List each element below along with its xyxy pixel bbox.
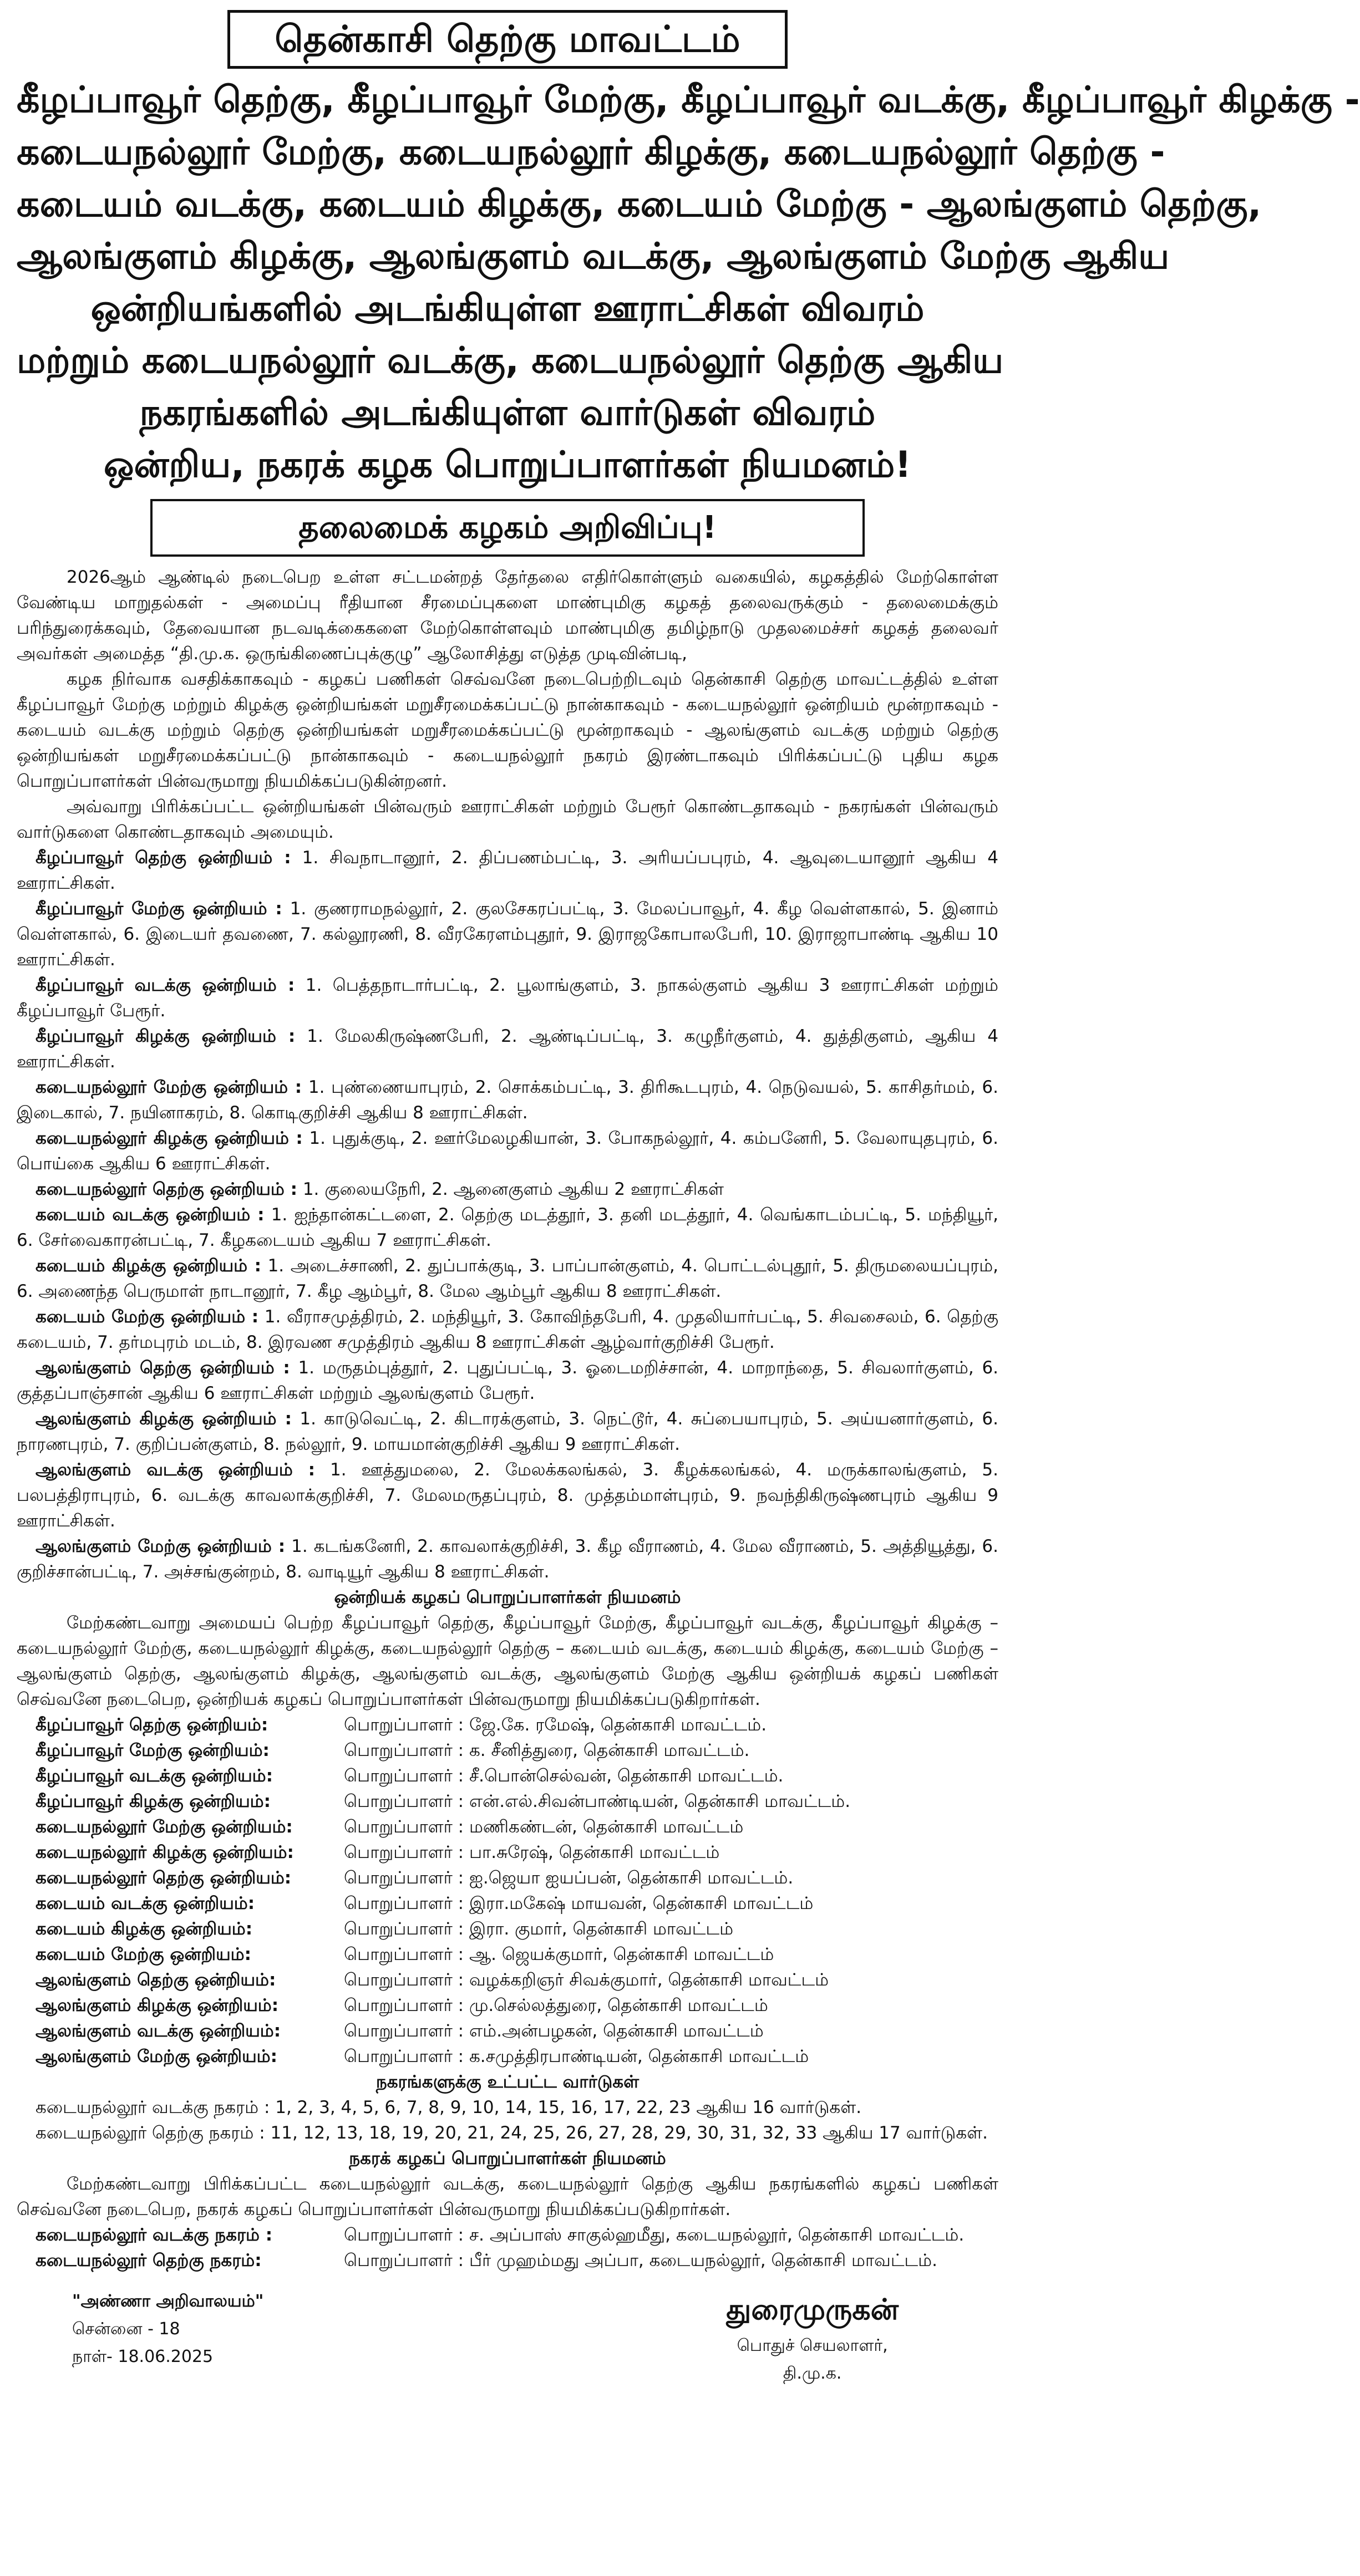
paragraph: அவ்வாறு பிரிக்கப்பட்ட ஒன்றியங்கள் பின்வரும் ஊராட்சிகள் மற்றும் பேரூர் கொண்டதாகவும் - நகரங்கள் பின்வரும் வார்டுகளை கொண்டதாகவும் அமையும். <box>17 797 998 842</box>
appointment-row <box>17 1942 998 1967</box>
appointment-union: ஆலங்குளம் தெற்கு ஒன்றியம்: <box>35 1970 276 1990</box>
union-entry <box>17 896 998 973</box>
union-villages: 1. கடங்கனேரி, 2. காவலாக்குறிச்சி, 3. கீழ வீராணம், 4. மேல வீராணம், 5. அத்தியூத்து, 6. குறிச்சான்பட்டி, 7. அச்சங்குன்றம், 8. வாடியூர் ஆகிய 8 ஊராட்சிகள். <box>17 1536 998 1582</box>
appointment-detail: பொறுப்பாளர் : ஜே.கே. ரமேஷ், தென்காசி மாவட்டம். <box>344 1715 767 1735</box>
union-villages: 1. காடுவெட்டி, 2. கிடாரக்குளம், 3. நெட்டூர், 4. சுப்பையாபுரம், 5. அய்யனார்குளம், 6. நாரணபுரம், 7. குறிப்பன்குளம், 8. நல்லூர், 9. மாயமான்குறிச்சி ஆகிய 9 ஊராட்சிகள். <box>17 1409 999 1454</box>
union-villages: 1. அடைச்சாணி, 2. துப்பாக்குடி, 3. பாப்பான்குளம், 4. பொட்டல்புதூர், 5. திருமலையப்புரம், 6. அணைந்த பெருமாள் நாடானூர், 7. கீழ ஆம்பூர், 8. மேல ஆம்பூர் ஆகிய 8 ஊராட்சிகள். <box>17 1256 998 1301</box>
office-city: சென்னை - 18 <box>72 2319 180 2339</box>
union-villages: 1. புண்ணையாபுரம், 2. சொக்கம்பட்டி, 3. திரிகூடபுரம், 4. நெடுவயல், 5. காசிதர்மம், 6. இடைகால், 7. நயினாகரம், 8. கொடிகுறிச்சி ஆகிய 8 ஊராட்சிகள். <box>17 1077 999 1123</box>
appointment-detail: பொறுப்பாளர் : பா.சுரேஷ், தென்காசி மாவட்டம் <box>344 1842 720 1862</box>
appointment-detail: பொறுப்பாளர் : பீர் முஹம்மது அப்பா, கடையநல்லூர், தென்காசி மாவட்டம். <box>344 2251 937 2270</box>
union-villages: 1. குணராமநல்லூர், 2. குலசேகரப்பட்டி, 3. மேலப்பாவூர், 4. கீழ வெள்ளகால், 5. இனாம் வெள்ளகால், 6. இடையர் தவணை, 7. கல்லூரணி, 8. வீரகேரளம்புதூர், 9. இராஜகோபாலபேரி, 10. இராஜாபாண்டி ஆகிய 10 ஊராட்சிகள். <box>17 899 998 970</box>
union-villages: 1. ஊத்துமலை, 2. மேலக்கலங்கல், 3. கீழக்கலங்கல், 4. மருக்காலங்குளம், 5. பலபத்திராபுரம், 6. வடக்கு காவலாக்குறிச்சி, 7. மேலமருதப்புரம், 8. முத்தம்மாள்புரம், 9. நவந்திகிருஷ்ணபுரம் ஆகிய 9 ஊராட்சிகள். <box>17 1460 999 1531</box>
union-entry <box>17 1075 998 1126</box>
union-entry <box>17 1126 998 1177</box>
union-name: கீழப்பாவூர் வடக்கு ஒன்றியம் : <box>35 975 295 995</box>
appointment-row <box>17 2044 998 2069</box>
headline-line: கடையநல்லூர் மேற்கு, கடையநல்லூர் கிழக்கு, கடையநல்லூர் தெற்கு - <box>17 131 1165 173</box>
union-name: கடையநல்லூர் கிழக்கு ஒன்றியம் : <box>35 1128 303 1148</box>
union-villages: 1. சிவநாடானூர், 2. திப்பணம்பட்டி, 3. அரியப்பபுரம், 4. ஆவுடையானூர் ஆகிய 4 ஊராட்சிகள். <box>17 848 998 893</box>
appointment-row <box>17 1763 998 1789</box>
union-villages: 1. குலையநேரி, 2. ஆனைகுளம் ஆகிய 2 ஊராட்சிகள் <box>302 1179 724 1199</box>
union-name: கடையநல்லூர் தெற்கு ஒன்றியம் : <box>35 1179 297 1199</box>
appointment-union: கீழப்பாவூர் மேற்கு ஒன்றியம்: <box>35 1740 270 1760</box>
appointment-union: ஆலங்குளம் கிழக்கு ஒன்றியம்: <box>35 1995 279 2015</box>
union-entry <box>17 1024 998 1075</box>
union-entry <box>17 1355 998 1406</box>
signatory-party: தி.மு.க. <box>783 2364 842 2383</box>
office-name: "அண்ணா அறிவாலயம்" <box>72 2292 264 2311</box>
union-name: கீழப்பாவூர் கிழக்கு ஒன்றியம் : <box>35 1026 296 1046</box>
union-entry <box>17 1406 998 1457</box>
union-name: கடையம் வடக்கு ஒன்றியம் : <box>35 1205 265 1225</box>
appointment-detail: பொறுப்பாளர் : ஐ.ஜெயா ஐயப்பன், தென்காசி மாவட்டம். <box>344 1868 794 1888</box>
appointment-union: கீழப்பாவூர் தெற்கு ஒன்றியம்: <box>35 1715 268 1735</box>
appointment-detail: பொறுப்பாளர் : இரா.மகேஷ் மாயவன், தென்காசி மாவட்டம் <box>344 1893 814 1913</box>
notice-footer <box>17 2288 998 2465</box>
union-name: ஆலங்குளம் வடக்கு ஒன்றியம் : <box>35 1460 316 1480</box>
ward-list: கடையநல்லூர் தெற்கு நகரம் : 11, 12, 13, 18, 19, 20, 21, 24, 25, 26, 27, 28, 29, 30, 31, 32, 33 ஆகிய 17 வார்டுகள். <box>35 2123 988 2143</box>
appointment-row <box>17 2018 998 2044</box>
appointment-row <box>17 1865 998 1891</box>
union-entry <box>17 1177 998 1202</box>
union-name: கடையம் கிழக்கு ஒன்றியம் : <box>35 1256 261 1276</box>
appointment-row <box>17 1789 998 1814</box>
signatory-designation: பொதுச் செயலாளர், <box>737 2336 888 2355</box>
union-villages: 1. மேலகிருஷ்ணபேரி, 2. ஆண்டிப்பட்டி, 3. கழுநீர்குளம், 4. துத்திகுளம், ஆகிய 4 ஊராட்சிகள். <box>17 1026 998 1072</box>
issue-date: நாள்- 18.06.2025 <box>72 2347 214 2366</box>
headline-line: ஒன்றிய, நகரக் கழக பொறுப்பாளர்கள் நியமனம்! <box>104 444 911 486</box>
appointment-union: கடையம் மேற்கு ஒன்றியம்: <box>35 1944 251 1964</box>
union-villages: 1. வீராசமுத்திரம், 2. மந்தியூர், 3. கோவிந்தபேரி, 4. முதலியார்பட்டி, 5. சிவசைலம், 6. தெற்கு கடையம், 7. தர்மபுரம் மடம், 8. இரவண சமுத்திரம் ஆகிய 8 ஊராட்சிகள் ஆழ்வார்குறிச்சி பேரூர். <box>17 1307 998 1352</box>
signatory-block <box>726 2288 899 2387</box>
headline-line: ஆலங்குளம் கிழக்கு, ஆலங்குளம் வடக்கு, ஆலங்குளம் மேற்கு ஆகிய <box>17 236 1170 277</box>
district-title: தென்காசி தெற்கு மாவட்டம் <box>227 10 788 69</box>
town-appointment-row <box>17 2248 998 2273</box>
appointment-detail: பொறுப்பாளர் : க. சீனித்துரை, தென்காசி மாவட்டம். <box>344 1740 750 1760</box>
appointment-detail: பொறுப்பாளர் : சீ.பொன்செல்வன், தென்காசி மாவட்டம். <box>344 1766 784 1786</box>
union-entry <box>17 845 998 896</box>
wards-heading: நகரங்களுக்கு உட்பட்ட வார்டுகள் <box>375 2072 640 2092</box>
appointment-union: கடையநல்லூர் தெற்கு ஒன்றியம்: <box>35 1868 292 1888</box>
appointment-town: கடையநல்லூர் வடக்கு நகரம் : <box>35 2225 273 2245</box>
appointment-union: ஆலங்குளம் மேற்கு ஒன்றியம்: <box>35 2046 278 2066</box>
appointment-detail: பொறுப்பாளர் : மு.செல்லத்துரை, தென்காசி மாவட்டம் <box>344 1995 768 2015</box>
appointment-union: கீழப்பாவூர் வடக்கு ஒன்றியம்: <box>35 1766 273 1786</box>
notice-body <box>17 564 998 2273</box>
union-entry <box>17 1202 998 1253</box>
appointment-union: கடையநல்லூர் மேற்கு ஒன்றியம்: <box>35 1817 293 1837</box>
appointment-row <box>17 1891 998 1916</box>
appointment-row <box>17 1993 998 2018</box>
headline-line: நகரங்களில் அடங்கியுள்ள வார்டுகள் விவரம் <box>139 392 876 434</box>
union-name: கடையநல்லூர் மேற்கு ஒன்றியம் : <box>35 1077 302 1097</box>
union-entry <box>17 1457 998 1534</box>
appointment-detail: பொறுப்பாளர் : வழக்கறிஞர் சிவக்குமார், தென்காசி மாவட்டம் <box>344 1970 829 1990</box>
union-entry <box>17 973 998 1024</box>
union-appointments-heading: ஒன்றியக் கழகப் பொறுப்பாளர்கள் நியமனம் <box>334 1587 681 1607</box>
union-villages: 1. மருதம்புத்தூர், 2. புதுப்பட்டி, 3. ஓடைமறிச்சான், 4. மாறாந்தை, 5. சிவலார்குளம், 6. குத்தப்பாஞ்சான் ஆகிய 6 ஊராட்சிகள் மற்றும் ஆலங்குளம் பேரூர். <box>17 1358 999 1403</box>
appointment-detail: பொறுப்பாளர் : இரா. குமார், தென்காசி மாவட்டம் <box>344 1919 734 1939</box>
appointment-detail: பொறுப்பாளர் : என்.எல்.சிவன்பாண்டியன், தென்காசி மாவட்டம். <box>344 1791 851 1811</box>
headline-line: மற்றும் கடையநல்லூர் வடக்கு, கடையநல்லூர் தெற்கு ஆகிய <box>17 340 1004 381</box>
town-appointment-row <box>17 2222 998 2248</box>
union-villages: 1. புதுக்குடி, 2. ஊர்மேலழகியான், 3. போகநல்லூர், 4. கம்பனேரி, 5. வேலாயுதபுரம், 6. பொய்கை ஆகிய 6 ஊராட்சிகள். <box>17 1128 999 1174</box>
union-name: ஆலங்குளம் தெற்கு ஒன்றியம் : <box>35 1358 290 1378</box>
headline <box>17 74 1360 491</box>
signatory-name: துரைமுருகன் <box>726 2293 899 2326</box>
appointment-detail: பொறுப்பாளர் : எம்.அன்பழகன், தென்காசி மாவட்டம் <box>344 2021 764 2041</box>
union-villages: 1. பெத்தநாடார்பட்டி, 2. பூலாங்குளம், 3. நாகல்குளம் ஆகிய 3 ஊராட்சிகள் மற்றும் கீழப்பாவூர் பேரூர். <box>17 975 998 1021</box>
union-entry <box>17 1304 998 1355</box>
headline-line: கீழப்பாவூர் தெற்கு, கீழப்பாவூர் மேற்கு, கீழப்பாவூர் வடக்கு, கீழப்பாவூர் கிழக்கு - <box>17 79 1360 121</box>
appointment-union: கீழப்பாவூர் கிழக்கு ஒன்றியம்: <box>35 1791 271 1811</box>
appointment-union: கடையம் வடக்கு ஒன்றியம்: <box>35 1893 255 1913</box>
appointment-detail: பொறுப்பாளர் : ஆ. ஜெயக்குமார், தென்காசி மாவட்டம் <box>344 1944 774 1964</box>
appointment-row <box>17 1738 998 1763</box>
appointment-detail: பொறுப்பாளர் : ச. அப்பாஸ் சாகுல்ஹமீது, கடையநல்லூர், தென்காசி மாவட்டம். <box>344 2225 965 2245</box>
union-appointments-intro: மேற்கண்டவாறு அமையப் பெற்ற கீழப்பாவூர் தெற்கு, கீழப்பாவூர் மேற்கு, கீழப்பாவூர் வடக்கு, கீழப்பாவூர் கிழக்கு – கடையநல்லூர் மேற்கு, கடையநல்லூர் கிழக்கு, கடையநல்லூர் தெற்கு – கடையம் வடக்கு, கடையம் கிழக்கு, கடையம் மேற்கு – ஆலங்குளம் தெற்கு, ஆலங்குளம் கிழக்கு, ஆலங்குளம் வடக்கு, ஆலங்குளம் மேற்கு ஆகிய ஒன்றியக் கழகப் பணிகள் செவ்வனே நடைபெற, ஒன்றியக் கழகப் பொறுப்பாளர்கள் பின்வருமாறு நியமிக்கப்படுகிறார்கள். <box>17 1613 998 1709</box>
town-appointments-heading: நகரக் கழகப் பொறுப்பாளர்கள் நியமனம் <box>349 2149 666 2168</box>
appointment-detail: பொறுப்பாளர் : க.சமுத்திரபாண்டியன், தென்காசி மாவட்டம் <box>344 2046 809 2066</box>
union-entry <box>17 1534 998 1585</box>
union-name: ஆலங்குளம் கிழக்கு ஒன்றியம் : <box>35 1409 292 1429</box>
appointment-detail: பொறுப்பாளர் : மணிகண்டன், தென்காசி மாவட்டம் <box>344 1817 744 1837</box>
union-name: கீழப்பாவூர் மேற்கு ஒன்றியம் : <box>35 899 282 919</box>
union-villages: 1. ஐந்தான்கட்டளை, 2. தெற்கு மடத்தூர், 3. தனி மடத்தூர், 4. வெங்காடம்பட்டி, 5. மந்தியூர், 6. சேர்வைகாரன்பட்டி, 7. கீழகடையம் ஆகிய 7 ஊராட்சிகள். <box>17 1205 999 1250</box>
appointment-union: கடையநல்லூர் கிழக்கு ஒன்றியம்: <box>35 1842 294 1862</box>
appointment-row <box>17 1840 998 1865</box>
issuing-office <box>72 2288 263 2371</box>
appointment-union: கடையம் கிழக்கு ஒன்றியம்: <box>35 1919 253 1939</box>
paragraph: 2026ஆம் ஆண்டில் நடைபெற உள்ள சட்டமன்றத் தேர்தலை எதிர்கொள்ளும் வகையில், கழகத்தில் மேற்கொள்ள வேண்டிய மாறுதல்கள் - அமைப்பு ரீதியான சீரமைப்புகளை மாண்புமிகு கழகத் தலைவருக்கும் - தலைமைக்கும் பரிந்துரைக்கவும், தேவையான நடவடிக்கைகளை மேற்கொள்ளவும் மாண்புமிகு தமிழ்நாடு முதலமைச்சர் கழகத் தலைவர் அவர்கள் அமைத்த “தி.மு.க. ஒருங்கிணைப்புக்குழு” ஆலோசித்து எடுத்த முடிவின்படி, <box>17 567 998 664</box>
union-name: கடையம் மேற்கு ஒன்றியம் : <box>35 1307 259 1327</box>
ward-list: கடையநல்லூர் வடக்கு நகரம் : 1, 2, 3, 4, 5, 6, 7, 8, 9, 10, 14, 15, 16, 17, 22, 23 ஆகிய 16 வார்டுகள். <box>35 2098 862 2117</box>
announcement-title: தலைமைக் கழகம் அறிவிப்பு! <box>150 499 865 557</box>
appointment-union: ஆலங்குளம் வடக்கு ஒன்றியம்: <box>35 2021 281 2041</box>
union-name: ஆலங்குளம் மேற்கு ஒன்றியம் : <box>35 1536 286 1556</box>
appointment-town: கடையநல்லூர் தெற்கு நகரம்: <box>35 2251 262 2270</box>
headline-line: ஒன்றியங்களில் அடங்கியுள்ள ஊராட்சிகள் விவரம் <box>90 288 925 329</box>
town-appointments-intro: மேற்கண்டவாறு பிரிக்கப்பட்ட கடையநல்லூர் வடக்கு, கடையநல்லூர் தெற்கு ஆகிய நகரங்களில் கழகப் பணிகள் செவ்வனே நடைபெற, நகரக் கழகப் பொறுப்பாளர்கள் பின்வருமாறு நியமிக்கப்படுகிறார்கள். <box>17 2174 998 2219</box>
appointment-row <box>17 1712 998 1738</box>
paragraph: கழக நிர்வாக வசதிக்காகவும் - கழகப் பணிகள் செவ்வனே நடைபெற்றிடவும் தென்காசி தெற்கு மாவட்டத்தில் உள்ள கீழப்பாவூர் மேற்கு மற்றும் கிழக்கு ஒன்றியங்கள் மறுசீரமைக்கப்பட்டு நான்காகவும் - கடையநல்லூர் ஒன்றியம் மூன்றாகவும் - கடையம் வடக்கு மற்றும் தெற்கு ஒன்றியங்கள் மறுசீரமைக்கப்பட்டு மூன்றாகவும் - ஆலங்குளம் வடக்கு மற்றும் தெற்கு ஒன்றியங்கள் மறுசீரமைக்கப்பட்டு நான்காகவும் - கடையநல்லூர் நகரம் இரண்டாகவும் பிரிக்கப்பட்டு புதிய கழக பொறுப்பாளர்கள் பின்வருமாறு நியமிக்கப்படுகின்றனர். <box>17 669 998 791</box>
appointment-row <box>17 1967 998 1993</box>
appointment-row <box>17 1916 998 1942</box>
union-entry <box>17 1253 998 1304</box>
headline-line: கடையம் வடக்கு, கடையம் கிழக்கு, கடையம் மேற்கு - ஆலங்குளம் தெற்கு, <box>17 184 1262 225</box>
appointment-row <box>17 1814 998 1840</box>
union-name: கீழப்பாவூர் தெற்கு ஒன்றியம் : <box>35 848 291 868</box>
